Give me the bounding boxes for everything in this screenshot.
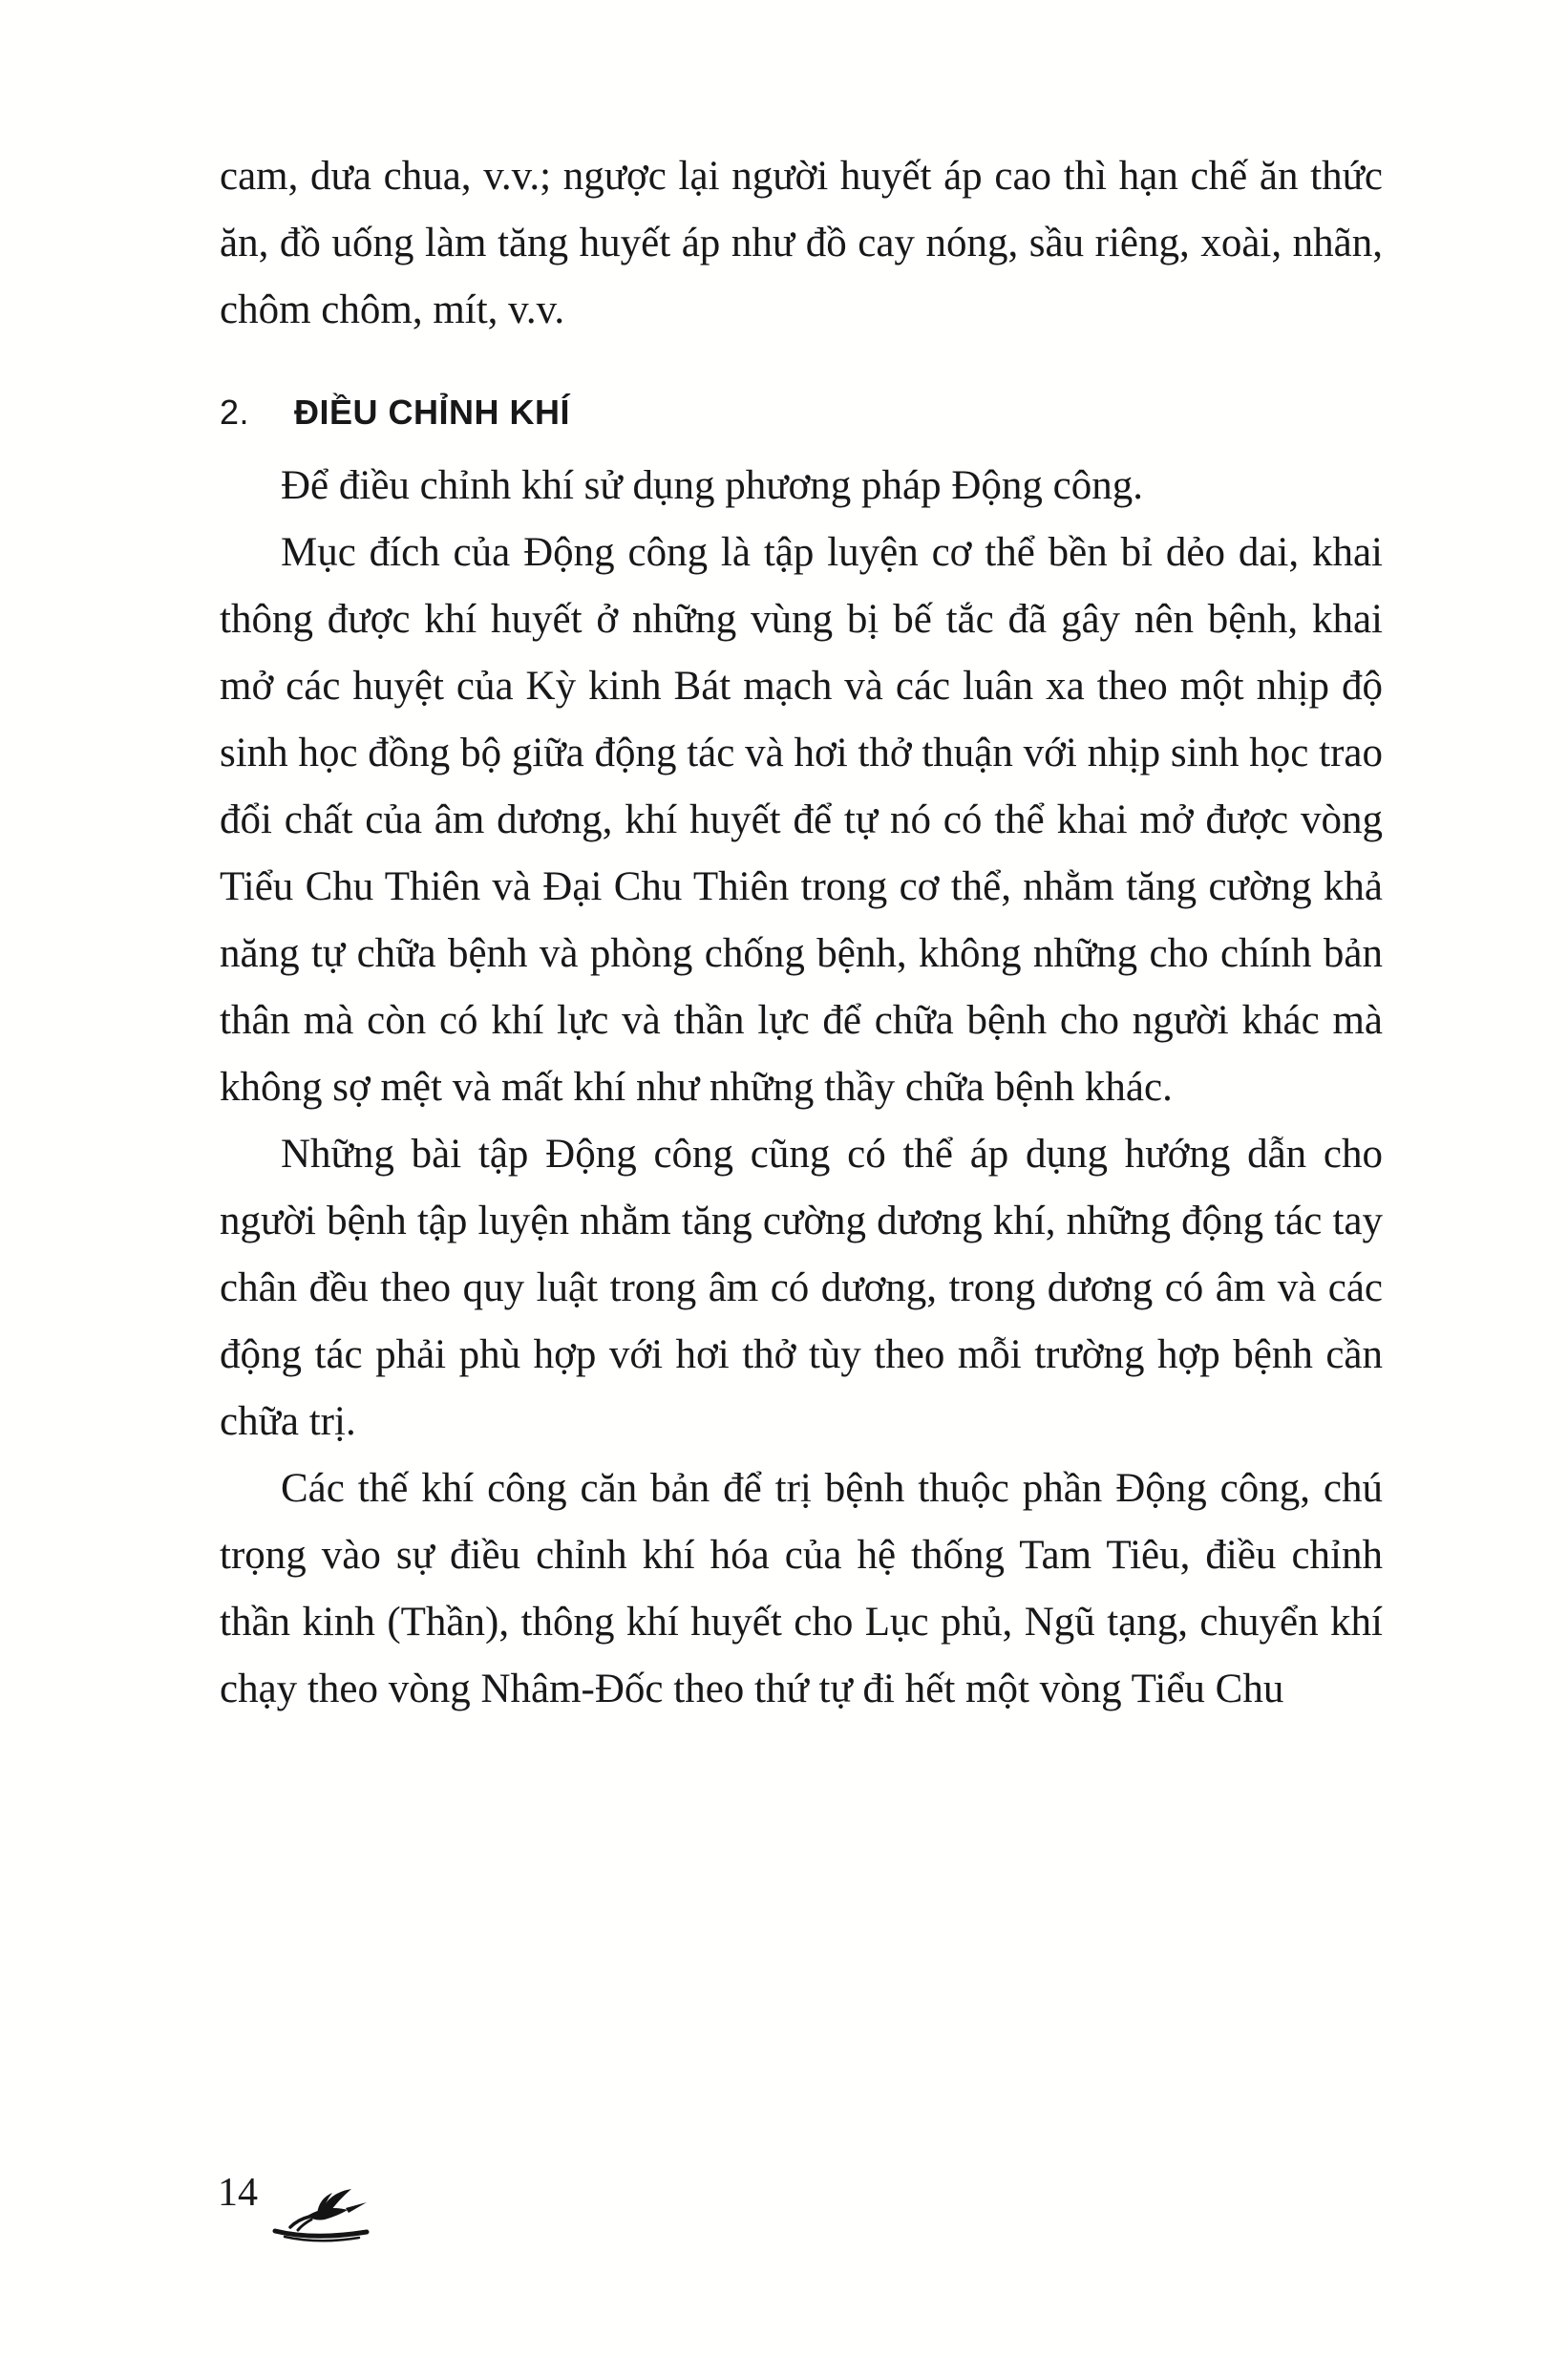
text-block bbox=[220, 143, 1383, 1723]
paragraph: Mục đích của Động công là tập luyện cơ thể bền bỉ dẻo dai, khai thông được khí huyết ở những vùng bị bế tắc đã gây nên bệnh, khai mở các huyệt của Kỳ kinh Bát mạch và các luân xa theo một nhịp độ sinh học đồng bộ giữa động tác và hơi thở thuận với nhịp sinh học trao đổi chất của âm dương, khí huyết để tự nó có thể khai mở được vòng Tiểu Chu Thiên và Đại Chu Thiên trong cơ thể, nhằm tăng cường khả năng tự chữa bệnh và phòng chống bệnh, không những cho chính bản thân mà còn có khí lực và thần lực để chữa bệnh cho người khác mà không sợ mệt và mất khí như những thầy chữa bệnh khác. bbox=[220, 530, 1383, 1110]
section-title: ĐIỀU CHỈNH KHÍ bbox=[294, 393, 571, 432]
page-number: 14 bbox=[218, 2171, 258, 2215]
section-heading bbox=[220, 388, 1383, 437]
page-footer bbox=[218, 2170, 397, 2247]
intro-paragraph: cam, dưa chua, v.v.; ngược lại người huyết áp cao thì hạn chế ăn thức ăn, đồ uống làm tăng huyết áp như đồ cay nóng, sầu riêng, xoài, nhãn, chôm chôm, mít, v.v. bbox=[220, 154, 1383, 332]
bird-ink-illustration bbox=[271, 2183, 397, 2247]
paragraph: Những bài tập Động công cũng có thể áp dụng hướng dẫn cho người bệnh tập luyện nhằm tăng cường dương khí, những động tác tay chân đều theo quy luật trong âm có dương, trong dương có âm và các động tác phải phù hợp với hơi thở tùy theo mỗi trường hợp bệnh cần chữa trị. bbox=[220, 1132, 1383, 1444]
section-number: 2. bbox=[220, 393, 250, 432]
paragraph: Các thế khí công căn bản để trị bệnh thuộc phần Động công, chú trọng vào sự điều chỉnh khí hóa của hệ thống Tam Tiêu, điều chỉnh thần kinh (Thần), thông khí huyết cho Lục phủ, Ngũ tạng, chuyển khí chạy theo vòng Nhâm-Đốc theo thứ tự đi hết một vòng Tiểu Chu bbox=[220, 1466, 1383, 1711]
paragraph: Để điều chỉnh khí sử dụng phương pháp Động công. bbox=[281, 463, 1143, 508]
